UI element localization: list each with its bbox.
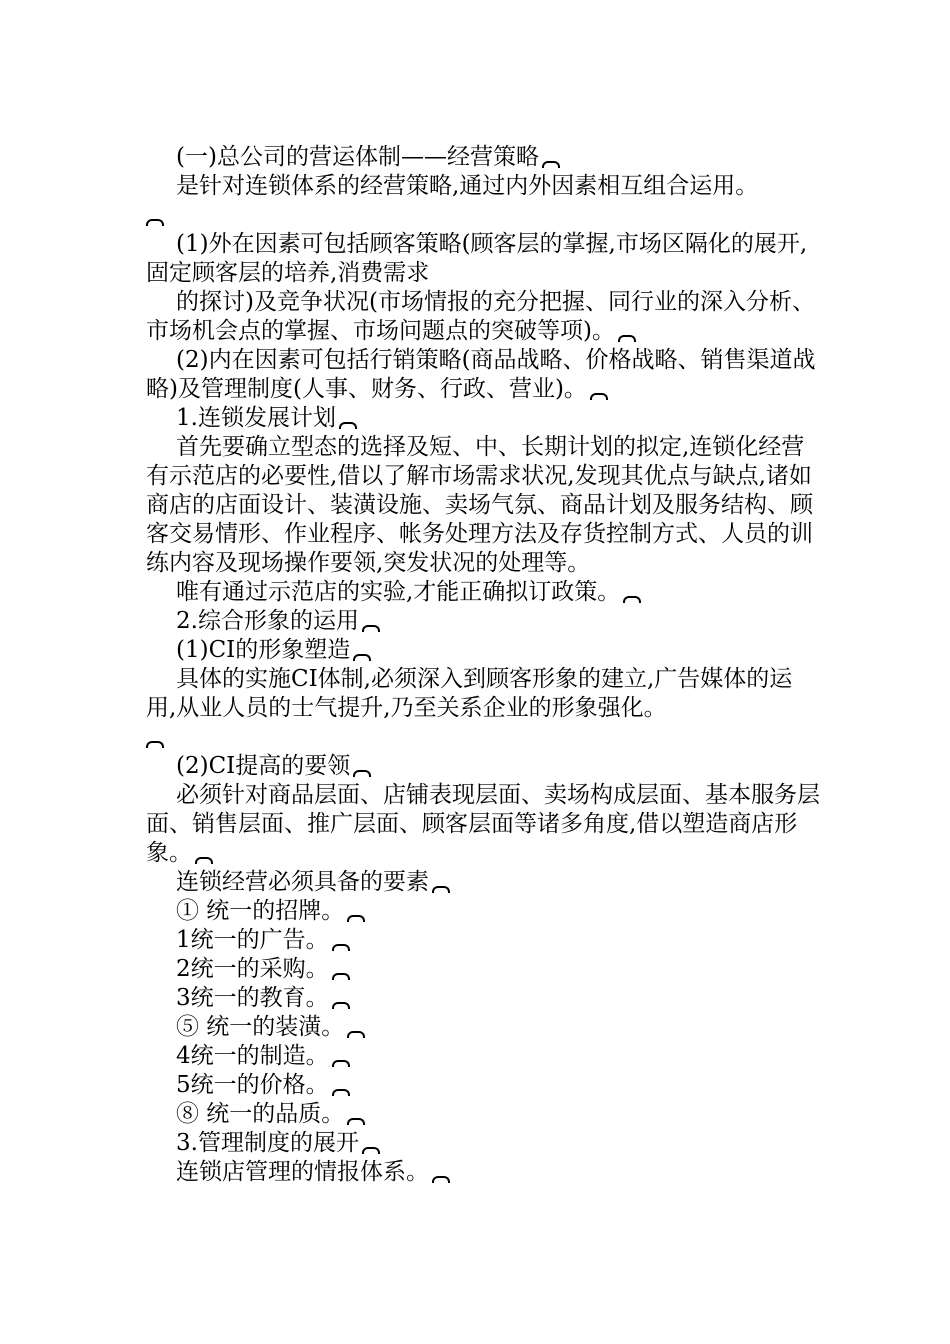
paragraph-text: 首先要确立型态的选择及短、中、长期计划的拟定,连锁化经营有示范店的必要性,借以了解市场需求状况,发现其优点与缺点,诸如商店的店面设计、装潢设施、卖场气氛、商品计划及服务结构、顾客交易情形、作业程序、帐务处理方法及存货控制方式、人员的训练内容及现场操作要领,突发状况的处理等。 [146, 434, 813, 576]
paragraph-mark-icon [623, 596, 641, 603]
paragraph-mark-icon [347, 1118, 365, 1125]
paragraph [146, 346, 821, 404]
paragraph [146, 868, 821, 897]
list-item-text: 5统一的价格。 [176, 1072, 329, 1098]
paragraph-mark-line [146, 723, 821, 752]
list-item-text: ① 统一的招牌。 [176, 898, 345, 924]
paragraph-mark-icon [432, 886, 450, 893]
heading-text: 2.综合形象的运用 [176, 608, 359, 634]
list-item-text: ⑧ 统一的品质。 [176, 1101, 345, 1127]
heading [146, 404, 821, 433]
list-item [146, 1013, 821, 1042]
paragraph-text: (1)外在因素可包括顾客策略(顾客层的掌握,市场区隔化的展开,固定顾客层的培养,消费需求 [146, 231, 808, 286]
paragraph-mark-icon [347, 1031, 365, 1038]
paragraph-mark-icon [353, 770, 371, 777]
list-item [146, 984, 821, 1013]
paragraph-mark-icon [332, 944, 350, 951]
paragraph [146, 143, 821, 172]
paragraph [146, 1158, 821, 1187]
subheading-text: (1)CI的形象塑造 [176, 637, 351, 663]
subheading [146, 752, 821, 781]
list-item [146, 1071, 821, 1100]
document-page [146, 143, 821, 1187]
paragraph-mark-icon [362, 1147, 380, 1154]
paragraph-text: 连锁店管理的情报体系。 [176, 1159, 429, 1185]
heading [146, 607, 821, 636]
paragraph-text: (2)内在因素可包括行销策略(商品战略、价格战略、销售渠道战略)及管理制度(人事、财务、行政、营业)。 [146, 347, 816, 402]
paragraph [146, 230, 821, 288]
paragraph-mark-icon [146, 741, 164, 748]
paragraph-mark-icon [332, 1002, 350, 1009]
paragraph-mark-icon [332, 1060, 350, 1067]
paragraph-mark-icon [353, 654, 371, 661]
paragraph [146, 288, 821, 346]
list-item-text: 1统一的广告。 [176, 927, 329, 953]
paragraph-mark-icon [542, 161, 560, 168]
paragraph-mark-icon [347, 915, 365, 922]
paragraph-text: 是针对连锁体系的经营策略,通过内外因素相互组合运用。 [176, 173, 759, 199]
paragraph-text: 连锁经营必须具备的要素 [176, 869, 429, 895]
paragraph-text: (一)总公司的营运体制——经营策略 [176, 144, 539, 170]
list-item-text: ⑤ 统一的装潢。 [176, 1014, 345, 1040]
list-item-text: 3统一的教育。 [176, 985, 329, 1011]
paragraph [146, 781, 821, 868]
paragraph-mark-icon [590, 393, 608, 400]
paragraph [146, 665, 821, 723]
paragraph-text: 的探讨)及竞争状况(市场情报的充分把握、同行业的深入分析、市场机会点的掌握、市场问题点的突破等项)。 [146, 289, 815, 344]
heading [146, 1129, 821, 1158]
list-item [146, 926, 821, 955]
list-item [146, 1100, 821, 1129]
paragraph-mark-icon [332, 1089, 350, 1096]
paragraph [146, 578, 821, 607]
paragraph-mark-icon [339, 422, 357, 429]
paragraph-mark-icon [432, 1176, 450, 1183]
list-item [146, 1042, 821, 1071]
paragraph [146, 433, 821, 578]
heading-text: 3.管理制度的展开 [176, 1130, 359, 1156]
paragraph-mark-icon [332, 973, 350, 980]
heading-text: 1.连锁发展计划 [176, 405, 336, 431]
paragraph-mark-icon [195, 857, 213, 864]
list-item-text: 4统一的制造。 [176, 1043, 329, 1069]
paragraph-text: 唯有通过示范店的实验,才能正确拟订政策。 [176, 579, 621, 605]
list-item [146, 955, 821, 984]
paragraph-mark-icon [362, 625, 380, 632]
list-item [146, 897, 821, 926]
paragraph-mark-icon [146, 219, 164, 226]
paragraph [146, 172, 821, 201]
list-item-text: 2统一的采购。 [176, 956, 329, 982]
paragraph-text: 必须针对商品层面、店铺表现层面、卖场构成层面、基本服务层面、销售层面、推广层面、顾客层面等诸多角度,借以塑造商店形象。 [146, 782, 820, 866]
paragraph-text: 具体的实施CI体制,必须深入到顾客形象的建立,广告媒体的运用,从业人员的士气提升,乃至关系企业的形象强化。 [146, 666, 793, 721]
paragraph-mark-icon [618, 335, 636, 342]
subheading [146, 636, 821, 665]
paragraph-mark-line [146, 201, 821, 230]
subheading-text: (2)CI提高的要领 [176, 753, 351, 779]
